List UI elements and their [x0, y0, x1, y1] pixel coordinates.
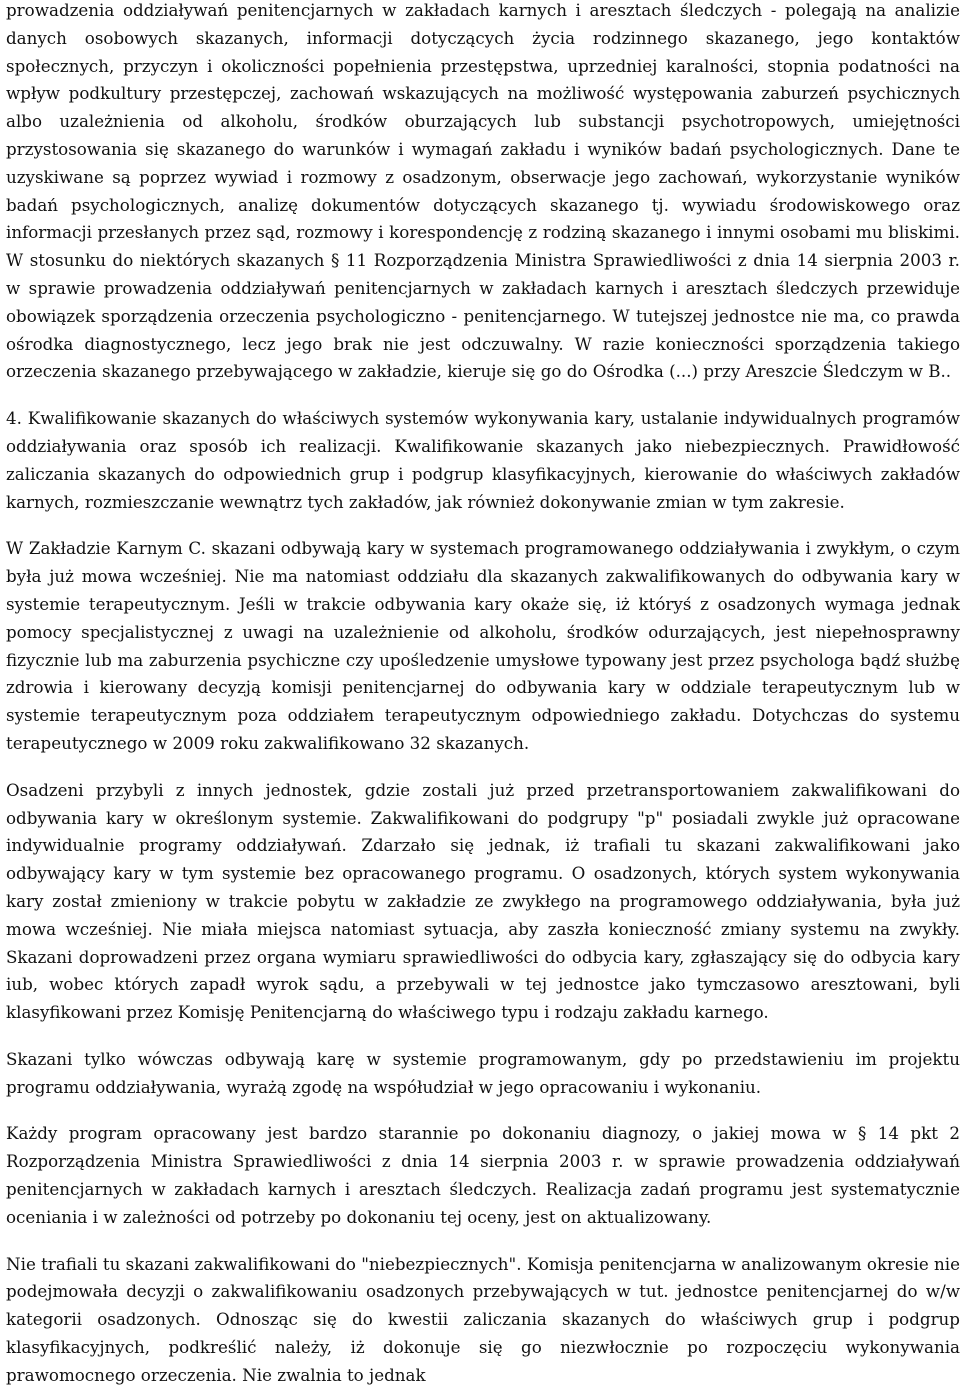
paragraph-systems: W Zakładzie Karnym C. skazani odbywają kary w systemach programowanego oddziaływania i zwykłym, o czym była już mowa wcześniej. Nie ma natomiast oddziału dla skazanych zakwalifikowanych do odbywania kary w systemie terapeutycznym. Jeśli w trakcie odbywania kary okaże się, iż któryś z osadzonych wymaga jednak pomocy specjalistycznej z uwagi na uzależnienie od alkoholu, środków odurzających, jest niepełnosprawny fizycznie lub ma zaburzenia psychiczne czy upośledzenie umysłowe typowany jest przez psychologa bądź służbę zdrowia i kierowany decyzją komisji penitencjarnej do odbywania kary w oddziale terapeutycznym lub w systemie terapeutycznym poza oddziałem terapeutycznym odpowiedniego zakładu. Dotychczas do systemu terapeutycznego w 2009 roku zakwalifikowano 32 skazanych.	[6, 538, 960, 753]
paragraph-consent: Skazani tylko wówczas odbywają karę w systemie programowanym, gdy po przedstawieniu im projektu programu oddziaływania, wyrażą zgodę na współudział w jego opracowaniu i wykonaniu.	[6, 1048, 960, 1097]
paragraph-diagnosis: prowadzenia oddziaływań penitencjarnych w zakładach karnych i aresztach śledczych - polegają na analizie danych osobowych skazanych, informacji dotyczących życia rodzinnego skazanego, jego kontaktów społecznych, przyczyn i okoliczności popełnienia przestępstwa, uprzedniej karalności, stopnia podatności na wpływ podkultury przestępczej, zachowań wskazujących na możliwość występowania zaburzeń psychicznych albo uzależnienia od alkoholu, środków oburzających lub substancji psychotropowych, umiejętności przystosowania się skazanego do warunków i wymagań zakładu i wyników badań psychologicznych. Dane te uzyskiwane są poprzez wywiad i rozmowy z osadzonym, obserwacje jego zachowań, wykorzystanie wyników badań psychologicznych, analizę dokumentów dotyczących skazanego tj. wywiadu środowiskowego oraz informacji przesłanych przez sąd, rozmowy i korespondencję z rodziną skazanego i innymi osobami mu bliskimi. W stosunku do niektórych skazanych § 11 Rozporządzenia Ministra Sprawiedliwości z dnia 14 sierpnia 2003 r. w sprawie prowadzenia oddziaływań penitencjarnych w zakładach karnych i aresztach śledczych przewiduje obowiązek sporządzenia orzeczenia psychologiczno - penitencjarnego. W tutejszej jednostce nie ma, co prawda ośrodka diagnostycznego, lecz jego brak nie jest odczuwalny. W razie konieczności sporządzenia takiego orzeczenia skazanego przebywającego w zakładzie, kieruje się go do Ośrodka (...) przy Areszcie Śledczym w B..	[6, 0, 960, 382]
document-page	[6, 0, 960, 1390]
paragraph-program: Każdy program opracowany jest bardzo starannie po dokonaniu diagnozy, o jakiej mowa w § 14 pkt 2 Rozporządzenia Ministra Sprawiedliwości z dnia 14 sierpnia 2003 r. w sprawie prowadzenia oddziaływań penitencjarnych w zakładach karnych i aresztach śledczych. Realizacja zadań programu jest systematycznie oceniania i w zależności od potrzeby po dokonaniu tej oceny, jest on aktualizowany.	[6, 1123, 960, 1227]
paragraph-dangerous: Nie trafiali tu skazani zakwalifikowani do "niebezpiecznych". Komisja penitencjarna w analizowanym okresie nie podejmowała decyzji o zakwalifikowaniu osadzonych przebywających w tut. jednostce penitencjarnej do w/w kategorii osadzonych. Odnosząc się do kwestii zaliczania skazanych do właściwych grup i podgrup klasyfikacyjnych, podkreślić należy, iż dokonuje się go niezwłocznie po rozpoczęciu wykonywania prawomocnego orzeczenia. Nie zwalnia to jednak	[6, 1253, 960, 1385]
paragraph-transfers: Osadzeni przybyli z innych jednostek, gdzie zostali już przed przetransportowaniem zakwalifikowani do odbywania kary w określonym systemie. Zakwalifikowani do podgrupy "p" posiadali zwykle już opracowane indywidualnie programy oddziaływań. Zdarzało się jednak, iż trafiali tu skazani zakwalifikowani jako odbywający kary w tym systemie bez opracowanego programu. O osadzonych, których system wykonywania kary został zmieniony w trakcie pobytu w zakładzie ze zwykłego na programowego oddziaływania, była już mowa wcześniej. Nie miała miejsca natomiast sytuacja, aby zaszła konieczność zmiany systemu na zwykły. Skazani doprowadzeni przez organa wymiaru sprawiedliwości do odbycia kary, zgłaszający się do odbycia kary iub, wobec których zapadł wyrok sądu, a przebywali w tej jednostce jako tymczasowo aresztowani, byli klasyfikowani przez Komisję Penitencjarną do właściwego typu i rodzaju zakładu karnego.	[6, 779, 960, 1023]
paragraph-section-4-heading: 4. Kwalifikowanie skazanych do właściwych systemów wykonywania kary, ustalanie indywidualnych programów oddziaływania oraz sposób ich realizacji. Kwalifikowanie skazanych jako niebezpiecznych. Prawidłowość zaliczania skazanych do odpowiednich grup i podgrup klasyfikacyjnych, kierowanie do właściwych zakładów karnych, rozmieszczanie wewnątrz tych zakładów, jak również dokonywanie zmian w tym zakresie.	[6, 408, 960, 512]
